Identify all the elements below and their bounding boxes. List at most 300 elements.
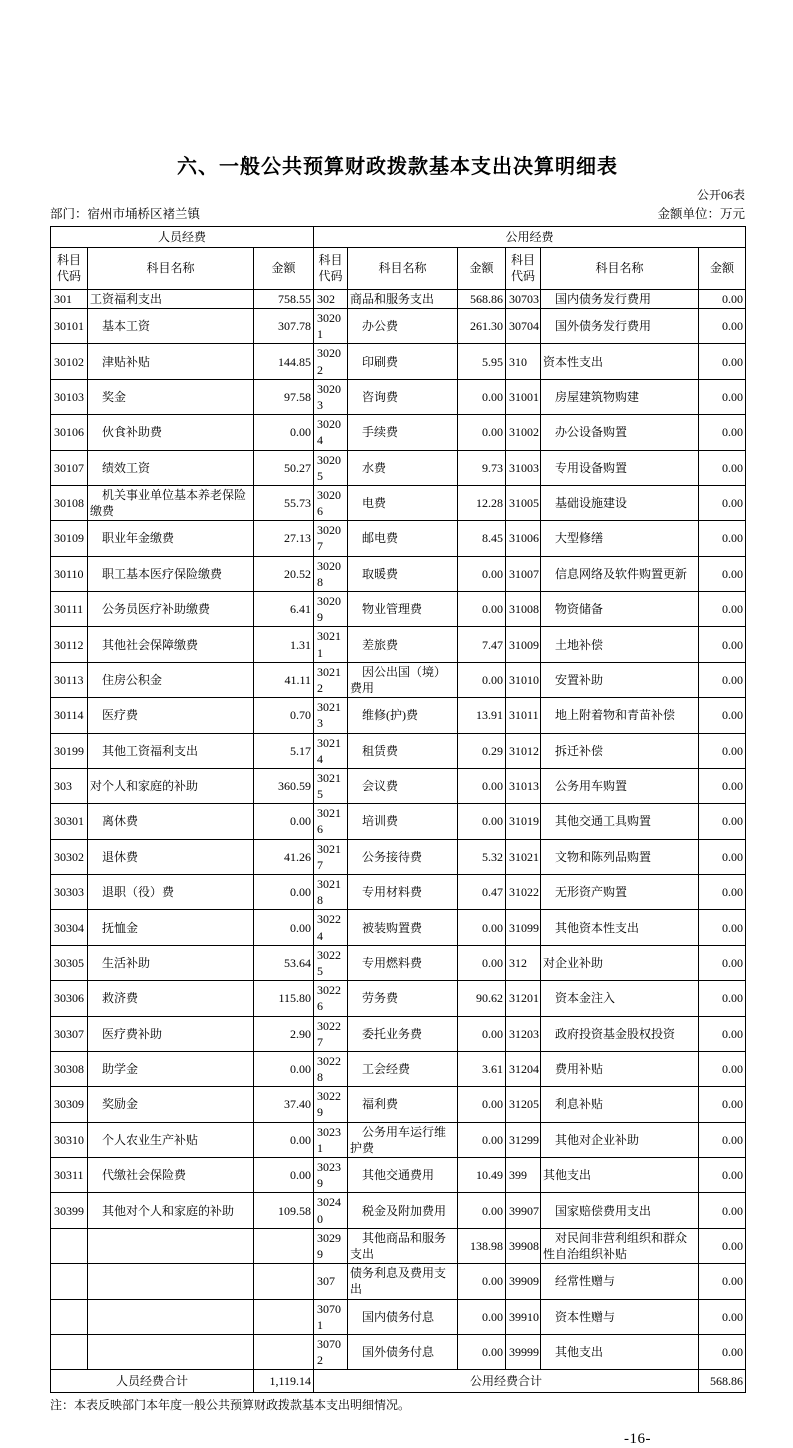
cell-subject-code: 30218 [314, 875, 348, 910]
cell-subject-code: 30226 [314, 981, 348, 1016]
table-row [51, 309, 746, 344]
cell-subject-name: 安置补助 [541, 662, 699, 697]
cell-subject-name: 对民间非营利组织和群众性自治组织补贴 [541, 1228, 699, 1263]
cell-amount: 0.00 [699, 839, 746, 874]
cell-amount: 0.00 [699, 733, 746, 768]
cell-amount: 0.00 [458, 910, 506, 945]
cell-subject-code [51, 1264, 88, 1299]
table-row [51, 627, 746, 662]
cell-subject-name: 商品和服务支出 [348, 289, 458, 308]
cell-amount: 0.00 [699, 592, 746, 627]
cell-amount: 0.00 [699, 875, 746, 910]
cell-amount: 0.00 [699, 450, 746, 485]
cell-subject-code: 30305 [51, 945, 88, 980]
cell-subject-name: 专用燃料费 [348, 945, 458, 980]
cell-subject-name: 专用材料费 [348, 875, 458, 910]
col-header-code-2: 科目代码 [314, 247, 348, 289]
cell-subject-code: 30205 [314, 450, 348, 485]
table-row [51, 485, 746, 520]
cell-amount: 0.00 [699, 1122, 746, 1157]
col-header-code-3: 科目代码 [506, 247, 541, 289]
cell-amount: 758.55 [254, 289, 314, 308]
cell-subject-code: 31007 [506, 556, 541, 591]
cell-subject-code: 30107 [51, 450, 88, 485]
cell-subject-code: 30239 [314, 1158, 348, 1193]
cell-subject-code [51, 1228, 88, 1263]
cell-amount: 0.00 [699, 627, 746, 662]
cell-subject-name: 税金及附加费用 [348, 1193, 458, 1228]
cell-subject-name: 其他支出 [541, 1334, 699, 1369]
personnel-total-value: 1,119.14 [254, 1370, 314, 1393]
cell-subject-name: 绩效工资 [88, 450, 254, 485]
cell-subject-code: 30224 [314, 910, 348, 945]
cell-amount: 0.00 [699, 1334, 746, 1369]
cell-amount: 0.00 [458, 1122, 506, 1157]
cell-subject-name: 手续费 [348, 415, 458, 450]
cell-subject-code: 30302 [51, 839, 88, 874]
cell-subject-code: 30307 [51, 1016, 88, 1051]
cell-amount [254, 1334, 314, 1369]
table-row [51, 945, 746, 980]
table-row [51, 344, 746, 379]
table-row [51, 1264, 746, 1299]
cell-subject-name: 国外债务付息 [348, 1334, 458, 1369]
cell-amount: 5.32 [458, 839, 506, 874]
cell-amount: 0.00 [699, 1087, 746, 1122]
table-row [51, 662, 746, 697]
table-row [51, 1193, 746, 1228]
cell-subject-code: 30108 [51, 485, 88, 520]
cell-subject-code: 31012 [506, 733, 541, 768]
table-row [51, 556, 746, 591]
cell-subject-name: 医疗费补助 [88, 1016, 254, 1051]
public-total-value: 568.86 [699, 1370, 746, 1393]
cell-amount: 0.00 [699, 804, 746, 839]
table-row [51, 521, 746, 556]
column-header-row [51, 247, 746, 289]
cell-amount: 0.00 [699, 945, 746, 980]
table-row [51, 379, 746, 414]
cell-subject-code: 30299 [314, 1228, 348, 1263]
cell-subject-code: 30703 [506, 289, 541, 308]
table-row [51, 698, 746, 733]
cell-subject-name: 其他交通费用 [348, 1158, 458, 1193]
cell-subject-code: 30308 [51, 1051, 88, 1086]
cell-subject-name: 租赁费 [348, 733, 458, 768]
cell-amount: 0.00 [699, 344, 746, 379]
cell-amount: 0.00 [699, 768, 746, 803]
cell-amount: 0.00 [458, 592, 506, 627]
cell-subject-code: 39909 [506, 1264, 541, 1299]
cell-amount: 53.64 [254, 945, 314, 980]
cell-subject-code: 39908 [506, 1228, 541, 1263]
cell-subject-code: 30228 [314, 1051, 348, 1086]
group-header-personnel: 人员经费 [51, 226, 314, 247]
cell-subject-code: 31010 [506, 662, 541, 697]
cell-subject-code: 30310 [51, 1122, 88, 1157]
cell-subject-name: 劳务费 [348, 981, 458, 1016]
cell-amount: 0.00 [458, 415, 506, 450]
cell-amount: 0.00 [458, 945, 506, 980]
cell-subject-name: 差旅费 [348, 627, 458, 662]
cell-subject-code: 30103 [51, 379, 88, 414]
cell-amount: 0.00 [699, 662, 746, 697]
cell-subject-name [88, 1334, 254, 1369]
col-header-name-3: 科目名称 [541, 247, 699, 289]
cell-subject-code: 30702 [314, 1334, 348, 1369]
cell-subject-code: 301 [51, 289, 88, 308]
cell-subject-name: 邮电费 [348, 521, 458, 556]
cell-subject-code: 31008 [506, 592, 541, 627]
cell-subject-code: 30207 [314, 521, 348, 556]
col-header-amount-3: 金额 [699, 247, 746, 289]
cell-subject-code: 31203 [506, 1016, 541, 1051]
public-total-label: 公用经费合计 [314, 1370, 699, 1393]
cell-subject-name: 因公出国（境）费用 [348, 662, 458, 697]
cell-amount: 1.31 [254, 627, 314, 662]
cell-subject-name: 住房公积金 [88, 662, 254, 697]
cell-subject-name: 水费 [348, 450, 458, 485]
cell-subject-code: 312 [506, 945, 541, 980]
table-row [51, 733, 746, 768]
cell-amount: 0.70 [254, 698, 314, 733]
table-row [51, 1087, 746, 1122]
col-header-amount-2: 金额 [458, 247, 506, 289]
cell-amount: 360.59 [254, 768, 314, 803]
cell-subject-name: 地上附着物和青苗补偿 [541, 698, 699, 733]
cell-subject-name: 文物和陈列品购置 [541, 839, 699, 874]
cell-subject-code: 30106 [51, 415, 88, 450]
cell-amount: 0.00 [699, 1264, 746, 1299]
cell-subject-name: 公务接待费 [348, 839, 458, 874]
cell-subject-name: 国家赔偿费用支出 [541, 1193, 699, 1228]
cell-amount: 115.80 [254, 981, 314, 1016]
cell-amount: 0.00 [458, 1299, 506, 1334]
cell-amount: 0.00 [254, 1051, 314, 1086]
cell-subject-name: 其他对个人和家庭的补助 [88, 1193, 254, 1228]
cell-amount: 144.85 [254, 344, 314, 379]
cell-amount: 20.52 [254, 556, 314, 591]
cell-subject-code: 31006 [506, 521, 541, 556]
cell-amount: 0.00 [458, 804, 506, 839]
cell-amount: 55.73 [254, 485, 314, 520]
cell-amount: 0.00 [458, 556, 506, 591]
cell-subject-name: 物业管理费 [348, 592, 458, 627]
cell-subject-name: 委托业务费 [348, 1016, 458, 1051]
cell-amount: 0.00 [699, 415, 746, 450]
cell-amount: 0.00 [699, 1193, 746, 1228]
cell-subject-code: 31011 [506, 698, 541, 733]
cell-subject-code: 31299 [506, 1122, 541, 1157]
cell-subject-code: 399 [506, 1158, 541, 1193]
cell-amount: 138.98 [458, 1228, 506, 1263]
table-row [51, 981, 746, 1016]
cell-subject-code: 39910 [506, 1299, 541, 1334]
cell-subject-name: 工资福利支出 [88, 289, 254, 308]
cell-amount: 41.26 [254, 839, 314, 874]
table-row [51, 450, 746, 485]
cell-subject-code: 31204 [506, 1051, 541, 1086]
cell-subject-code: 31021 [506, 839, 541, 874]
cell-subject-name: 无形资产购置 [541, 875, 699, 910]
cell-subject-code: 30203 [314, 379, 348, 414]
col-header-amount-1: 金额 [254, 247, 314, 289]
table-row [51, 875, 746, 910]
cell-subject-code: 30303 [51, 875, 88, 910]
cell-subject-code: 31013 [506, 768, 541, 803]
cell-subject-code: 31003 [506, 450, 541, 485]
cell-subject-name: 专用设备购置 [541, 450, 699, 485]
cell-amount: 7.47 [458, 627, 506, 662]
cell-subject-code: 30109 [51, 521, 88, 556]
cell-subject-name: 债务利息及费用支出 [348, 1264, 458, 1299]
cell-subject-name: 资本金注入 [541, 981, 699, 1016]
cell-amount: 0.00 [254, 875, 314, 910]
cell-subject-code: 30110 [51, 556, 88, 591]
cell-amount: 0.00 [254, 910, 314, 945]
cell-subject-name: 土地补偿 [541, 627, 699, 662]
cell-amount: 0.00 [254, 804, 314, 839]
cell-amount: 37.40 [254, 1087, 314, 1122]
cell-subject-code [51, 1299, 88, 1334]
cell-amount: 5.17 [254, 733, 314, 768]
cell-amount: 261.30 [458, 309, 506, 344]
cell-subject-code: 31022 [506, 875, 541, 910]
table-code-label: 公开06表 [696, 188, 745, 202]
cell-subject-name: 机关事业单位基本养老保险缴费 [88, 485, 254, 520]
cell-amount: 0.00 [458, 1334, 506, 1369]
cell-subject-code: 31002 [506, 415, 541, 450]
cell-subject-code: 30113 [51, 662, 88, 697]
cell-subject-code: 307 [314, 1264, 348, 1299]
cell-subject-code: 30227 [314, 1016, 348, 1051]
cell-amount: 0.00 [699, 485, 746, 520]
cell-amount: 6.41 [254, 592, 314, 627]
cell-subject-code: 30231 [314, 1122, 348, 1157]
cell-subject-name: 职工基本医疗保险缴费 [88, 556, 254, 591]
table-row [51, 415, 746, 450]
cell-amount: 568.86 [458, 289, 506, 308]
cell-subject-name: 其他交通工具购置 [541, 804, 699, 839]
cell-subject-code: 30212 [314, 662, 348, 697]
cell-subject-name: 伙食补助费 [88, 415, 254, 450]
cell-amount: 41.11 [254, 662, 314, 697]
cell-subject-name: 办公费 [348, 309, 458, 344]
cell-amount: 0.00 [699, 521, 746, 556]
cell-subject-name: 生活补助 [88, 945, 254, 980]
meta-row [50, 206, 745, 222]
cell-subject-name: 电费 [348, 485, 458, 520]
cell-amount [254, 1299, 314, 1334]
cell-subject-name: 经常性赠与 [541, 1264, 699, 1299]
cell-subject-name: 离休费 [88, 804, 254, 839]
cell-subject-code: 30217 [314, 839, 348, 874]
col-header-code-1: 科目代码 [51, 247, 88, 289]
cell-amount: 0.00 [458, 1264, 506, 1299]
table-body [51, 289, 746, 1369]
cell-subject-name: 基础设施建设 [541, 485, 699, 520]
cell-subject-name: 资本性赠与 [541, 1299, 699, 1334]
cell-subject-name: 办公设备购置 [541, 415, 699, 450]
cell-subject-name: 被装购置费 [348, 910, 458, 945]
cell-amount: 0.29 [458, 733, 506, 768]
cell-amount: 0.00 [254, 415, 314, 450]
cell-subject-code: 302 [314, 289, 348, 308]
cell-subject-code: 30311 [51, 1158, 88, 1193]
cell-amount: 2.90 [254, 1016, 314, 1051]
budget-table [50, 226, 746, 1393]
cell-subject-name: 其他工资福利支出 [88, 733, 254, 768]
cell-subject-code: 30211 [314, 627, 348, 662]
cell-subject-code: 31001 [506, 379, 541, 414]
cell-amount [254, 1264, 314, 1299]
cell-subject-code: 30206 [314, 485, 348, 520]
table-row [51, 768, 746, 803]
cell-subject-code: 31205 [506, 1087, 541, 1122]
cell-subject-name: 代缴社会保险费 [88, 1158, 254, 1193]
cell-amount: 50.27 [254, 450, 314, 485]
table-row [51, 1334, 746, 1369]
personnel-total-label: 人员经费合计 [51, 1370, 254, 1393]
cell-subject-code: 30114 [51, 698, 88, 733]
cell-subject-name [88, 1264, 254, 1299]
cell-subject-name: 对个人和家庭的补助 [88, 768, 254, 803]
cell-amount: 0.00 [458, 1193, 506, 1228]
cell-subject-name: 其他资本性支出 [541, 910, 699, 945]
cell-subject-code: 310 [506, 344, 541, 379]
cell-amount: 0.00 [699, 556, 746, 591]
cell-subject-code: 31201 [506, 981, 541, 1016]
cell-subject-code: 30225 [314, 945, 348, 980]
cell-amount: 307.78 [254, 309, 314, 344]
cell-subject-name: 会议费 [348, 768, 458, 803]
col-header-name-2: 科目名称 [348, 247, 458, 289]
table-row [51, 592, 746, 627]
cell-amount: 0.00 [254, 1158, 314, 1193]
cell-subject-code: 31009 [506, 627, 541, 662]
cell-subject-name: 维修(护)费 [348, 698, 458, 733]
cell-subject-name: 国内债务发行费用 [541, 289, 699, 308]
cell-subject-name: 公务用车购置 [541, 768, 699, 803]
cell-subject-code: 30101 [51, 309, 88, 344]
cell-amount: 9.73 [458, 450, 506, 485]
cell-subject-code: 30199 [51, 733, 88, 768]
cell-subject-name: 工会经费 [348, 1051, 458, 1086]
table-row [51, 1016, 746, 1051]
cell-amount: 0.00 [699, 910, 746, 945]
cell-subject-name: 基本工资 [88, 309, 254, 344]
cell-subject-code: 30215 [314, 768, 348, 803]
table-row [51, 1299, 746, 1334]
cell-amount: 0.00 [699, 981, 746, 1016]
cell-amount: 0.47 [458, 875, 506, 910]
cell-amount: 90.62 [458, 981, 506, 1016]
cell-amount: 0.00 [699, 698, 746, 733]
cell-amount: 12.28 [458, 485, 506, 520]
cell-amount: 27.13 [254, 521, 314, 556]
group-header-public: 公用经费 [314, 226, 746, 247]
cell-subject-name: 对企业补助 [541, 945, 699, 980]
cell-subject-name: 个人农业生产补贴 [88, 1122, 254, 1157]
cell-subject-name: 大型修缮 [541, 521, 699, 556]
cell-subject-name: 其他对企业补助 [541, 1122, 699, 1157]
cell-subject-name: 资本性支出 [541, 344, 699, 379]
cell-subject-name: 退职（役）费 [88, 875, 254, 910]
cell-amount: 0.00 [458, 1087, 506, 1122]
unit-label: 金额单位：万元 [657, 206, 745, 221]
cell-subject-code: 30214 [314, 733, 348, 768]
cell-subject-code: 39999 [506, 1334, 541, 1369]
cell-amount: 13.91 [458, 698, 506, 733]
cell-amount: 0.00 [699, 1016, 746, 1051]
table-note: 注：本表反映部门本年度一般公共预算财政拨款基本支出明细情况。 [50, 1398, 411, 1413]
cell-subject-code: 30216 [314, 804, 348, 839]
cell-amount [254, 1228, 314, 1263]
cell-subject-name: 信息网络及软件购置更新 [541, 556, 699, 591]
cell-subject-code: 303 [51, 768, 88, 803]
cell-subject-name: 咨询费 [348, 379, 458, 414]
cell-subject-name: 房屋建筑物购建 [541, 379, 699, 414]
cell-subject-name: 物资储备 [541, 592, 699, 627]
cell-subject-code: 30213 [314, 698, 348, 733]
cell-subject-code: 30209 [314, 592, 348, 627]
cell-subject-name: 医疗费 [88, 698, 254, 733]
cell-subject-name: 退休费 [88, 839, 254, 874]
cell-subject-name [88, 1299, 254, 1334]
cell-subject-code: 30202 [314, 344, 348, 379]
cell-subject-code: 30240 [314, 1193, 348, 1228]
cell-subject-code: 30102 [51, 344, 88, 379]
cell-amount: 0.00 [699, 289, 746, 308]
cell-subject-code: 30701 [314, 1299, 348, 1334]
cell-amount: 5.95 [458, 344, 506, 379]
cell-subject-name: 利息补贴 [541, 1087, 699, 1122]
cell-subject-code: 30111 [51, 592, 88, 627]
cell-amount: 3.61 [458, 1051, 506, 1086]
table-row [51, 910, 746, 945]
group-header-row [51, 226, 746, 247]
table-row [51, 1051, 746, 1086]
cell-subject-name: 助学金 [88, 1051, 254, 1086]
table-row [51, 289, 746, 308]
cell-amount: 0.00 [254, 1122, 314, 1157]
cell-subject-name: 公务用车运行维护费 [348, 1122, 458, 1157]
cell-subject-code: 30306 [51, 981, 88, 1016]
page-number: -16- [624, 1430, 651, 1447]
cell-amount: 0.00 [699, 1051, 746, 1086]
department-label: 部门： [50, 206, 88, 221]
cell-subject-name: 印刷费 [348, 344, 458, 379]
cell-subject-name: 政府投资基金股权投资 [541, 1016, 699, 1051]
cell-amount: 0.00 [699, 379, 746, 414]
cell-subject-name: 培训费 [348, 804, 458, 839]
cell-subject-code: 39907 [506, 1193, 541, 1228]
cell-subject-name: 津贴补贴 [88, 344, 254, 379]
cell-subject-name: 国内债务付息 [348, 1299, 458, 1334]
page-title: 六、一般公共预算财政拨款基本支出决算明细表 [177, 156, 618, 178]
cell-subject-name: 福利费 [348, 1087, 458, 1122]
cell-subject-code: 30229 [314, 1087, 348, 1122]
cell-amount: 0.00 [699, 1228, 746, 1263]
cell-subject-code: 30208 [314, 556, 348, 591]
cell-amount: 97.58 [254, 379, 314, 414]
cell-subject-code: 30112 [51, 627, 88, 662]
col-header-name-1: 科目名称 [88, 247, 254, 289]
cell-subject-name: 其他支出 [541, 1158, 699, 1193]
table-row [51, 1228, 746, 1263]
total-row [51, 1370, 746, 1393]
cell-subject-code: 31005 [506, 485, 541, 520]
